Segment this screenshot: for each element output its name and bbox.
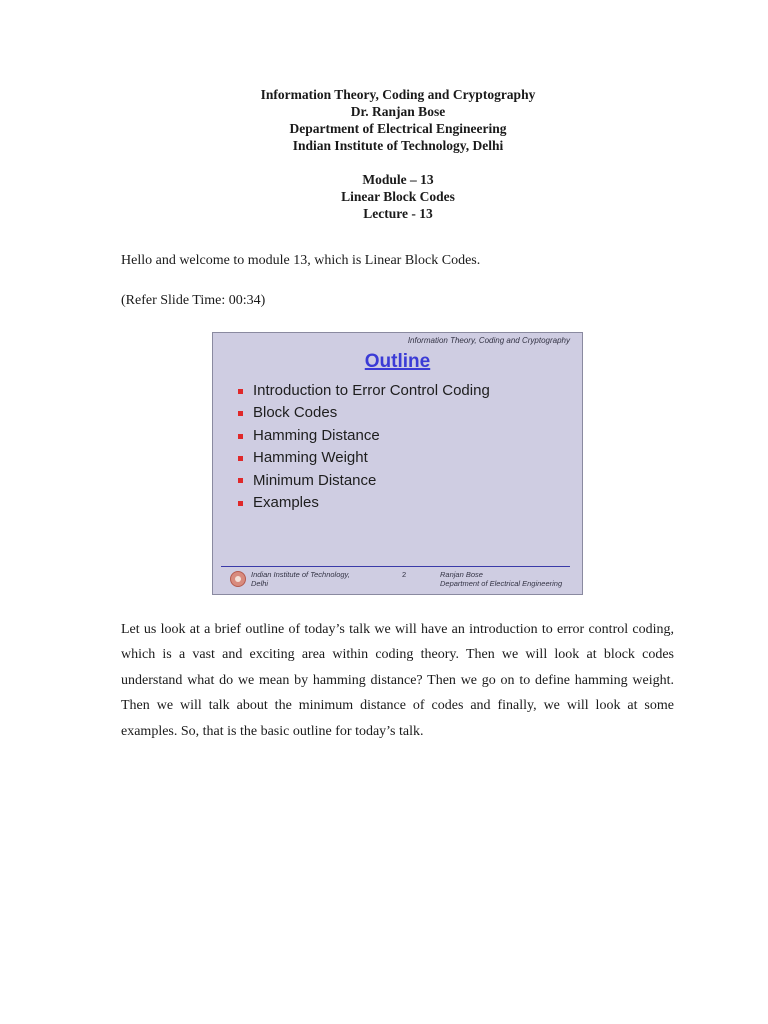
document-header xyxy=(0,86,768,222)
footer-author-line1: Ranjan Bose xyxy=(440,570,483,579)
slide-outline-item xyxy=(238,492,490,514)
slide-footer-divider xyxy=(221,566,570,567)
footer-institute xyxy=(251,570,350,588)
module-number: Module – 13 xyxy=(362,172,434,187)
slide-outline-item xyxy=(238,470,490,492)
footer-author xyxy=(440,570,562,588)
footer-institute-line1: Indian Institute of Technology, xyxy=(251,570,350,579)
bullet-icon xyxy=(238,434,243,439)
slide-outline-item-label: Hamming Distance xyxy=(253,426,380,444)
bullet-icon xyxy=(238,411,243,416)
bullet-icon xyxy=(238,389,243,394)
slide-outline-item xyxy=(238,425,490,447)
lecture-number: Lecture - 13 xyxy=(363,206,433,221)
slide-outline-item-label: Introduction to Error Control Coding xyxy=(253,382,490,399)
body-paragraph: Let us look at a brief outline of today’s talk we will have an introduction to error control coding, which is a vast and exciting area within coding theory. Then we will look at block codes understand what do we mean by hamming distance? Then we go on to define hamming weight. Then we will talk about the minimum distance of codes and finally, we will look at some examples. So, that is the basic outline for today’s talk. xyxy=(121,622,674,739)
header-spacer xyxy=(0,154,768,171)
slide-outline-list xyxy=(238,380,490,514)
module-topic: Linear Block Codes xyxy=(341,189,455,204)
bullet-icon xyxy=(238,501,243,506)
slide-outline-item-label: Examples xyxy=(253,494,319,512)
author-name: Dr. Ranjan Bose xyxy=(350,104,446,119)
footer-page-number: 2 xyxy=(402,570,407,579)
course-title: Information Theory, Coding and Cryptography xyxy=(260,87,536,102)
slide-outline-item xyxy=(238,380,490,402)
bullet-icon xyxy=(238,478,243,483)
slide-outline-item-label: Block Codes xyxy=(253,404,338,422)
slide-title: Outline xyxy=(364,351,431,372)
slide-outline-item-label: Hamming Weight xyxy=(253,449,368,467)
slide-header: Information Theory, Coding and Cryptography xyxy=(407,336,570,345)
slide-outline-item xyxy=(238,402,490,424)
footer-institute-line2: Delhi xyxy=(251,579,269,588)
institute-name: Indian Institute of Technology, Delhi xyxy=(292,138,504,153)
slide-footer xyxy=(213,569,582,593)
lecture-slide-image xyxy=(212,332,583,595)
intro-paragraph: Hello and welcome to module 13, which is Linear Block Codes. xyxy=(121,253,481,268)
institute-logo-icon xyxy=(230,571,246,587)
slide-outline-item-label: Minimum Distance xyxy=(253,471,377,489)
slide-outline-item xyxy=(238,447,490,469)
department-name: Department of Electrical Engineering xyxy=(289,121,507,136)
bullet-icon xyxy=(238,456,243,461)
slide-time-reference: (Refer Slide Time: 00:34) xyxy=(121,293,266,308)
footer-author-line2: Department of Electrical Engineering xyxy=(440,579,563,588)
